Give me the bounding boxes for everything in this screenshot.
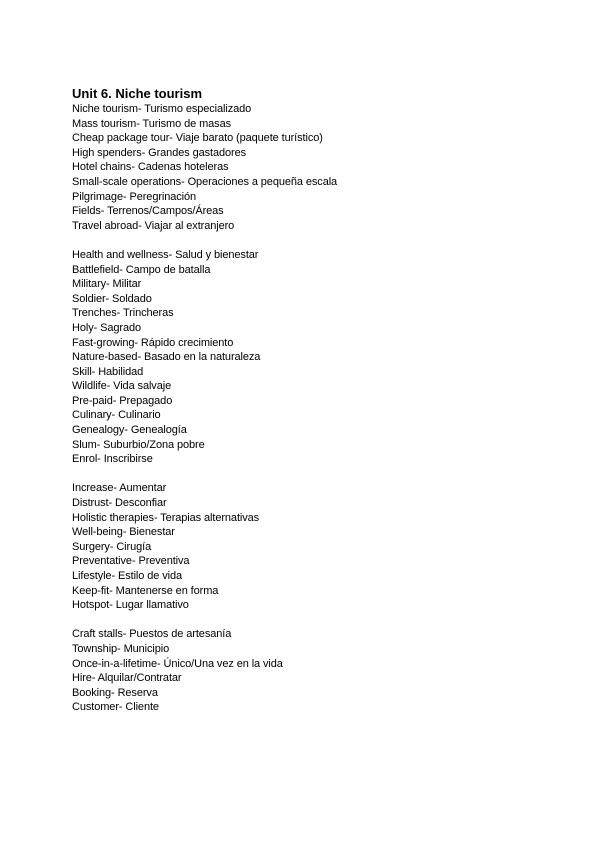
page-title: Unit 6. Niche tourism xyxy=(72,86,203,101)
vocabulary-entry: Hire- Alquilar/Contratar xyxy=(72,672,182,685)
vocabulary-group xyxy=(72,248,572,467)
vocabulary-entry: Preventative- Preventiva xyxy=(72,555,190,568)
vocabulary-entry: Lifestyle- Estilo de vida xyxy=(72,570,182,582)
vocabulary-group xyxy=(72,481,572,612)
vocabulary-entry: Niche tourism- Turismo especializado xyxy=(72,103,252,115)
vocabulary-entry: Skill- Habilidad xyxy=(72,365,144,378)
document-page xyxy=(72,86,572,715)
vocabulary-entry: Small-scale operations- Operaciones a pequeña escala xyxy=(72,175,338,188)
vocabulary-entry: Fields- Terrenos/Campos/Áreas xyxy=(72,205,224,218)
vocabulary-entry: Slum- Suburbio/Zona pobre xyxy=(72,438,205,451)
vocabulary-entry: Fast-growing- Rápido crecimiento xyxy=(72,336,234,349)
vocabulary-entry: Once-in-a-lifetime- Único/Una vez en la vida xyxy=(72,657,283,670)
vocabulary-entry: Wildlife- Vida salvaje xyxy=(72,380,172,393)
vocabulary-entry: Increase- Aumentar xyxy=(72,482,167,495)
vocabulary-entry: Soldier- Soldado xyxy=(72,292,152,305)
vocabulary-entry: Holistic therapies- Terapias alternativas xyxy=(72,511,260,524)
vocabulary-entry: Township- Municipio xyxy=(72,642,170,655)
vocabulary-entry: Customer- Cliente xyxy=(72,701,159,714)
vocabulary-group xyxy=(72,627,572,715)
vocabulary-entry: Hotspot- Lugar llamativo xyxy=(72,599,189,612)
vocabulary-entry: Craft stalls- Puestos de artesanía xyxy=(72,628,232,641)
vocabulary-entry: Keep-fit- Mantenerse en forma xyxy=(72,584,219,597)
vocabulary-entry: Health and wellness- Salud y bienestar xyxy=(72,248,259,261)
vocabulary-entry: Distrust- Desconfiar xyxy=(72,497,167,510)
vocabulary-entry: High spenders- Grandes gastadores xyxy=(72,146,247,159)
vocabulary-entry: Surgery- Cirugía xyxy=(72,540,152,553)
vocabulary-entry: Well-being- Bienestar xyxy=(72,526,175,539)
vocabulary-list xyxy=(72,102,572,715)
vocabulary-entry: Cheap package tour- Viaje barato (paquete turístico) xyxy=(72,132,323,145)
vocabulary-entry: Enrol- Inscribirse xyxy=(72,453,153,466)
vocabulary-entry: Battlefield- Campo de batalla xyxy=(72,263,211,276)
vocabulary-entry: Holy- Sagrado xyxy=(72,321,142,334)
vocabulary-entry: Military- Militar xyxy=(72,278,142,291)
vocabulary-group xyxy=(72,102,572,233)
vocabulary-entry: Pre-paid- Prepagado xyxy=(72,394,173,407)
vocabulary-entry: Travel abroad- Viajar al extranjero xyxy=(72,219,235,232)
vocabulary-entry: Trenches- Trincheras xyxy=(72,307,174,320)
vocabulary-entry: Genealogy- Genealogía xyxy=(72,424,187,437)
vocabulary-entry: Hotel chains- Cadenas hoteleras xyxy=(72,161,229,174)
vocabulary-entry: Culinary- Culinario xyxy=(72,409,161,422)
vocabulary-entry: Nature-based- Basado en la naturaleza xyxy=(72,351,261,364)
vocabulary-entry: Pilgrimage- Peregrinación xyxy=(72,190,197,203)
vocabulary-entry: Mass tourism- Turismo de masas xyxy=(72,117,231,130)
vocabulary-entry: Booking- Reserva xyxy=(72,686,158,699)
